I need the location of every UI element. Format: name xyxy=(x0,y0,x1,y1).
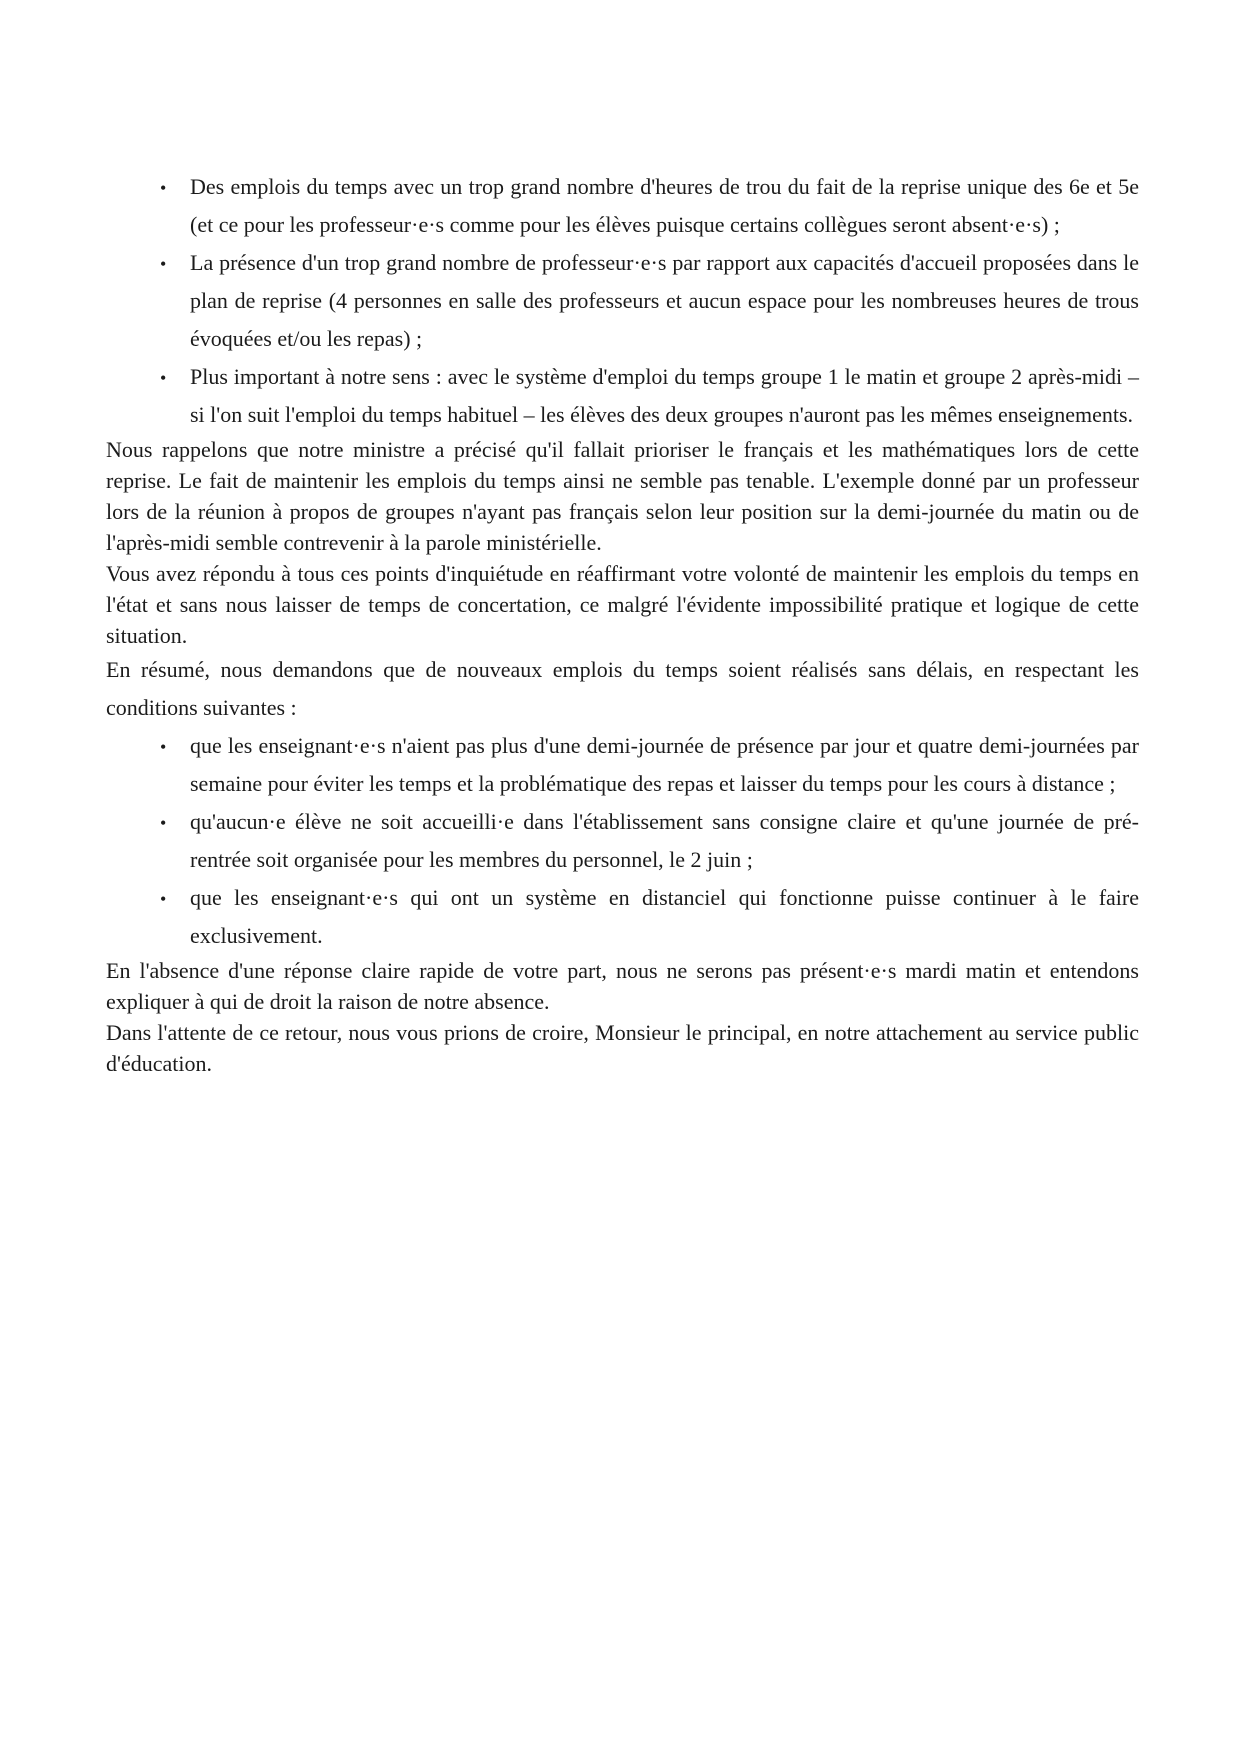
paragraph-absence-reponse: En l'absence d'une réponse claire rapide de votre part, nous ne serons pas présent·e·s mardi matin et entendons expliquer à qui de droit la raison de notre absence. xyxy=(106,958,1139,1014)
paragraph-formule-politesse: Dans l'attente de ce retour, nous vous prions de croire, Monsieur le principal, en notre attachement au service public d'éducation. xyxy=(106,1020,1139,1076)
conditions-bullet-list xyxy=(106,727,1139,955)
paragraph-en-resume: En résumé, nous demandons que de nouveaux emplois du temps soient réalisés sans délais, en respectant les conditions suivantes : xyxy=(106,657,1139,720)
list-item xyxy=(160,244,1139,358)
list-item xyxy=(160,168,1139,244)
list-item-text: que les enseignant·e·s n'aient pas plus d'une demi-journée de présence par jour et quatre demi-journées par semaine pour éviter les temps et la problématique des repas et laisser du temps pour les cours à distance ; xyxy=(190,733,1139,796)
list-item xyxy=(160,803,1139,879)
bullet-icon: • xyxy=(160,737,167,757)
list-item-text: Des emplois du temps avec un trop grand nombre d'heures de trou du fait de la reprise unique des 6e et 5e (et ce pour les professeur·e·s comme pour les élèves puisque certains collègues seront absent·e·s) ; xyxy=(190,174,1139,237)
list-item xyxy=(160,727,1139,803)
bullet-icon: • xyxy=(160,889,167,909)
bullet-icon: • xyxy=(160,368,167,388)
list-item-text: qu'aucun·e élève ne soit accueilli·e dans l'établissement sans consigne claire et qu'une journée de pré-rentrée soit organisée pour les membres du personnel, le 2 juin ; xyxy=(190,809,1139,872)
bullet-icon: • xyxy=(160,813,167,833)
list-item-text: que les enseignant·e·s qui ont un système en distanciel qui fonctionne puisse continuer à le faire exclusivement. xyxy=(190,885,1139,948)
issues-bullet-list xyxy=(106,168,1139,434)
bullet-icon: • xyxy=(160,254,167,274)
list-item xyxy=(160,879,1139,955)
bullet-icon: • xyxy=(160,178,167,198)
paragraph-reponse-points: Vous avez répondu à tous ces points d'inquiétude en réaffirmant votre volonté de maintenir les emplois du temps en l'état et sans nous laisser de temps de concertation, ce malgré l'évidente impossibilité pratique et logique de cette situation. xyxy=(106,561,1139,648)
list-item-text: La présence d'un trop grand nombre de professeur·e·s par rapport aux capacités d'accueil proposées dans le plan de reprise (4 personnes en salle des professeurs et aucun espace pour les nombreuses heures de trous évoquées et/ou les repas) ; xyxy=(190,250,1139,351)
paragraph-rappel-ministre: Nous rappelons que notre ministre a précisé qu'il fallait prioriser le français et les mathématiques lors de cette reprise. Le fait de maintenir les emplois du temps ainsi ne semble pas tenable. L'exemple donné par un professeur lors de la réunion à propos de groupes n'ayant pas français selon leur position sur la demi-journée du matin ou de l'après-midi semble contrevenir à la parole ministérielle. xyxy=(106,437,1139,555)
list-item xyxy=(160,358,1139,434)
list-item-text: Plus important à notre sens : avec le système d'emploi du temps groupe 1 le matin et groupe 2 après-midi – si l'on suit l'emploi du temps habituel – les élèves des deux groupes n'auront pas les mêmes enseignements. xyxy=(190,364,1139,427)
